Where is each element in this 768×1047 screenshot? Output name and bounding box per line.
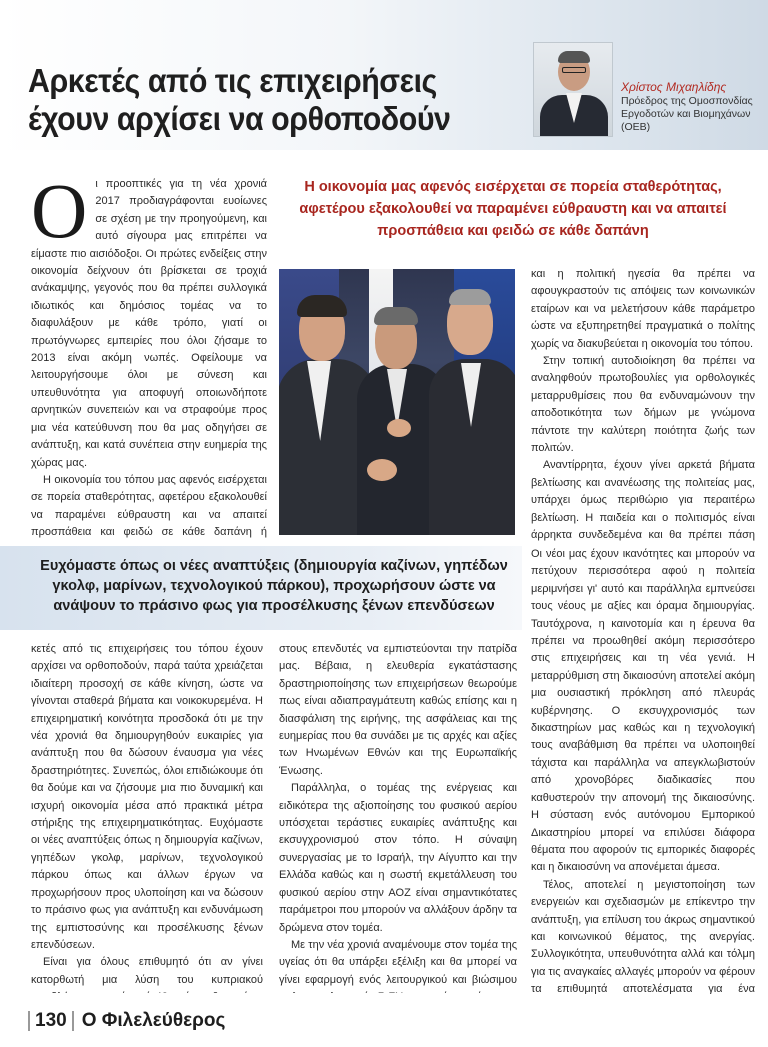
paragraph: Παράλληλα, ο τομέας της ενέργειας και ειδικότερα της αξιοποίησης του φυσικού αερίου υπόσχεται τεράστιες ευκαιρίες ανάπτυξης και εκσυγχρονισμού στον τόπο. Η σύναψη συνεργασίας με το Ισραήλ, την Αίγυπτο και την Ελλάδα καθώς και η σωστή εκμετάλλευση του φυσικού αερίου στην ΑΟΖ είναι σημαντικότατες παράμετροι που μπορούν να αλλάξουν άρδην τα δρώμενα στον τομέα. xyxy=(279,782,517,934)
publication-name: Ο Φιλελεύθερος xyxy=(81,1010,226,1031)
article-column-1-bottom xyxy=(31,641,263,993)
paragraph: Με την νέα χρονιά αναμένουμε στον τομέα της υγείας ότι θα υπάρξει εξέλιξη και θα μπορεί να γίνει εφαρμογή ενός λειτουργικού και βιώσιμου xyxy=(279,938,517,986)
paragraph: Στην τοπική αυτοδιοίκηση θα πρέπει να αναληφθούν πρωτοβουλίες για ορθολογικές μεταρρυθμίσεις που θα ενδυναμώνουν την αποδοτικότητα των δήμων με γνώμονα πάντοτε την καλύτερη ποιότητα ζωής των πολιτών. xyxy=(531,355,755,455)
page-number: 130 xyxy=(28,1011,74,1031)
headline-line-1: Αρκετές από τις επιχειρήσεις xyxy=(28,62,437,99)
author-photo xyxy=(533,42,613,137)
author-name: Χρίστος Μιχαηλίδης xyxy=(621,80,727,94)
page-title xyxy=(28,62,488,138)
paragraph: κετές από τις επιχειρήσεις του τόπου έχουν αρχίσει να ορθοποδούν, παρά ταύτα χρειάζεται ιδιαίτερη προσοχή σε κάθε κίνηση, ώστε να γίνονται σταθερά βήματα και νοικοκυρεμένα. Η επιχειρηματική κοινότητα προσδοκά ότι με την νέα χρονιά θα δημιουργηθούν ευκαιρίες για ανάπτυξη που θα δώσουν έναυσμα για νέες δραστηριότητες. Συνεπώς, όλοι επιδιώκουμε ότι θα δούμε και να ζήσουμε μια πιο δυναμική και ισχυρή οικονομία μέσα από πρακτικά μέτρα στήριξης της επιχειρηματικότητας. Ευχόμαστε οι νέες αναπτύξεις όπως η δημιουργία καζίνων, γηπέδων γκολφ, μαρίνων, τεχνολογικού πάρκου όπως και άλλων έργων να προχωρήσουν προς υλοποίηση και να δώσουν το πράσινο φως για ανάπτυξη και ενδυνάμωση της εμπιστοσύνης και προσέλκυσης ξένων επενδύσεων. xyxy=(31,643,263,951)
paragraph: ι προοπτικές για τη νέα χρονιά 2017 προδιαγράφονται ευοίωνες σε σχέση με την προηγούμενη, και αυτό σίγουρα μας επιτρέπει να είμαστε πιο αισιόδοξοι. Οι πρώτες ενδείξεις στην οικονομία δείχνουν ότι βρίσκεται σε τροχιά ανάκαμψης, γεγονός που θα πρέπει συλλογικά ιδιωτικός και δημόσιος τομέας να το διαφυλάξουν με κάθε τρόπο, γιατί οι πρωτόγνωρες εμπειρίες που όλοι ζήσαμε το 2013 είναι ακόμη νωπές. Οφείλουμε να λειτουργήσουμε όλοι με σύνεση και υπευθυνότητα για αποφυγή οποιωνδήποτε αρνητικών συνεπειών και να στραφούμε προς μια νέα κατεύθυνση που θα μας οδηγήσει σε ανάπτυξη, και κατά συνέπεια στην ευημερία της χώρας μας. xyxy=(31,178,267,469)
article-photo xyxy=(279,269,515,535)
subheadline: Η οικονομία μας αφενός εισέρχεται σε πορεία σταθερότητας, αφετέρου εξακολουθεί να παραμένει εύθραυστη και να απαιτεί προσπάθεια και φειδώ σε κάθε δαπάνη xyxy=(299,179,727,239)
article-column-1-top xyxy=(31,176,267,538)
paragraph: Η οικονομία του τόπου μας αφενός εισέρχεται σε πορεία σταθερότητας, αφετέρου εξακολουθεί να παραμένει εύθραυστη και να απαιτεί προσπάθεια και φειδώ σε κάθε δαπάνη ή xyxy=(31,473,267,538)
drop-cap: Ο xyxy=(31,176,88,254)
headline-line-2: έχουν αρχίσει να ορθοποδούν xyxy=(28,100,451,137)
article-column-3-top xyxy=(531,266,755,542)
paragraph: στους επενδυτές να εμπιστεύονται την πατρίδα μας. Βέβαια, η ελευθερία εγκατάστασης δραστηριοποίησης των επιχειρήσεων θεωρούμε πως είναι αδιαπραγμάτευτη καθώς επίσης και η διασφάλιση της ειρήνης, της ασφάλειας και της ευημερίας που θα συνάδει με τις αρχές και αξίες των Ηνωμένων Εθνών και της Ευρωπαϊκής Ένωσης. xyxy=(279,643,517,777)
paragraph: Είναι για όλους επιθυμητό ότι αν γίνει κατορθωτή μια λύση του κυπριακού xyxy=(31,956,263,986)
handshake xyxy=(367,459,397,481)
pullquote: Ευχόμαστε όπως οι νέες αναπτύξεις (δημιουργία καζίνων, γηπέδων γκολφ, μαρίνων, τεχνολογικού πάρκου), προχωρήσουν ώστε να ανάψουν το πράσινο φως για προσέλκυσης ξένων επενδύσεων xyxy=(40,558,508,614)
paragraph: Τέλος, αποτελεί η μεγιστοποίηση των ενεργειών και σχεδιασμών με επίκεντρο την ανάπτυξη, για επίλυση του άκρως σημαντικού και κοινωνικού θέματος, της ανεργίας. Συλλογικότητα, υπευθυνότητα αλλά και τόλμη για τις αναγκαίες αλλαγές μπορούν να φέρουν τα επιθυμητά αποτελέσματα για ένα xyxy=(531,878,755,994)
paragraph: Αναντίρρητα, έχουν γίνει αρκετά βήματα βελτίωσης και ανανέωσης της πολιτείας μας, υπάρχει όμως περιθώριο για περαιτέρω βελτίωση. Η παιδεία και ο πολιτισμός είναι άρρηκτα συνδεδεμένα και θα πρέπει πάση xyxy=(531,459,755,542)
author-role: Πρόεδρος της Ομοσπονδίας Εργοδοτών και Βιομηχάνων (ΟΕΒ) xyxy=(621,95,753,133)
paragraph: και η πολιτική ηγεσία θα πρέπει να αφουγκραστούν τις απόψεις των κοινωνικών εταίρων και να μελετήσουν κάθε παράμετρο ώστε να εξυπηρετηθεί πραγματικά ο πολίτης χωρίς να διακυβεύεται η οικονομία του τόπου. xyxy=(531,268,755,350)
page-footer xyxy=(28,1008,225,1034)
article-column-2-bottom xyxy=(279,641,517,993)
paragraph: Οι νέοι μας έχουν ικανότητες και μπορούν να πετύχουν περισσότερα αφού η πολιτεία μεριμνήσει γι' αυτό και παράλληλα εμπνεύσει τους νέους με αξίες και όραμα δημιουργίας. Ταυτόχρονα, η καινοτομία και η έρευνα θα πρέπει να προωθηθεί ακόμη περισσότερο στις επιχειρήσεις και τη νέα γενιά. Η μεταρρύθμιση στη δικαιοσύνη αποτελεί ακόμη μια ουσιαστική πρόκληση από πλευράς κυβέρνησης. Ο εκσυγχρονισμός των δικαστηρίων μας καθώς και η τεχνολογική τους αναβάθμιση θα πρέπει να υλοποιηθεί τάχιστα και παράλληλα να απεγκλωβιστούν από χρονοβόρες διαδικασίες που καθυστερούν την απονομή της δικαιοσύνης. Η σύσταση ενός αυτόνομου Εμπορικού Δικαστηρίου μπορεί να επιλύσει διάφορα θέματα που αφορούν τις εμπορικές διαφορές και η δικαιοσύνη να απονέμεται άμεσα. xyxy=(531,548,755,874)
article-column-3-bottom xyxy=(531,546,755,994)
